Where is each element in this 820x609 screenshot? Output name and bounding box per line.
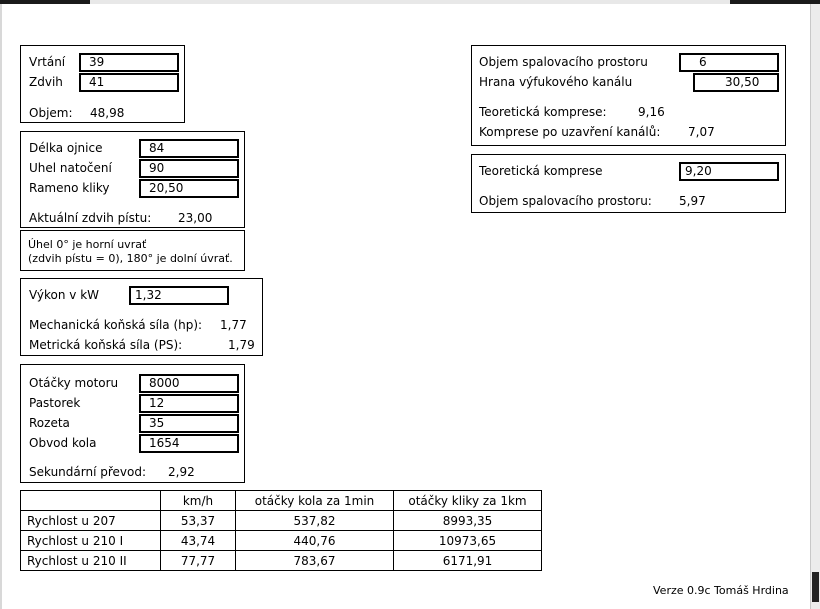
inverse-compression-panel (471, 154, 786, 213)
window-top-edge (0, 0, 820, 4)
table-cell: 783,67 (236, 551, 394, 571)
angle-note-line1: Úhel 0° je horní uvrať (28, 238, 147, 251)
rpm-input[interactable]: 8000 (139, 374, 239, 393)
angle-label: Uhel natočení (29, 161, 112, 175)
required-chamber-label: Objem spalovacího prostoru: (479, 194, 652, 208)
bore-stroke-panel (20, 45, 185, 123)
theoretical-compression-label: Teoretická komprese: (479, 105, 607, 119)
crank-arm-input[interactable]: 20,50 (139, 179, 239, 198)
rod-length-label: Délka ojnice (29, 141, 103, 155)
bore-input[interactable]: 39 (79, 53, 179, 72)
pinion-label: Pastorek (29, 396, 81, 410)
exhaust-port-input[interactable]: 30,50 (693, 73, 779, 92)
rpm-label: Otáčky motoru (29, 376, 119, 390)
hp-value: 1,77 (220, 318, 247, 332)
closed-ports-compression-value: 7,07 (688, 125, 715, 139)
table-cell: 53,37 (161, 511, 236, 531)
compression-panel (471, 45, 786, 146)
power-label: Výkon v kW (29, 288, 100, 302)
volume-label: Objem: (29, 106, 73, 120)
table-cell: Rychlost u 210 I (21, 531, 161, 551)
table-cell: 10973,65 (394, 531, 542, 551)
hp-label: Mechanická koňská síla (hp): (29, 318, 203, 332)
wheel-label: Obvod kola (29, 436, 97, 450)
version-label: Verze 0.9c Tomáš Hrdina (653, 584, 789, 597)
bore-label: Vrtání (29, 55, 66, 69)
stroke-input[interactable]: 41 (79, 73, 179, 92)
table-cell: 537,82 (236, 511, 394, 531)
table-cell: 440,76 (236, 531, 394, 551)
ratio-value: 2,92 (168, 465, 195, 479)
ps-value: 1,79 (228, 338, 255, 352)
pinion-input[interactable]: 12 (139, 394, 239, 413)
table-header-row (21, 491, 542, 511)
ratio-label: Sekundární převod: (29, 465, 147, 479)
window-top-edge-left (0, 0, 90, 4)
table-cell: 77,77 (161, 551, 236, 571)
connecting-rod-panel (20, 131, 245, 228)
window-left-edge (0, 4, 2, 609)
table-cell: 43,74 (161, 531, 236, 551)
ps-label: Metrická koňská síla (PS): (29, 338, 183, 352)
target-compression-input[interactable]: 9,20 (679, 162, 779, 181)
scrollbar-thumb[interactable] (812, 572, 819, 602)
target-compression-label: Teoretická komprese (479, 164, 603, 178)
current-stroke-label: Aktuální zdvih pístu: (29, 211, 152, 225)
table-header-cell: otáčky kola za 1min (236, 491, 394, 511)
vertical-scrollbar[interactable] (810, 4, 820, 609)
wheel-input[interactable]: 1654 (139, 434, 239, 453)
stroke-label: Zdvih (29, 75, 63, 89)
table-header-cell: km/h (161, 491, 236, 511)
gearing-panel (20, 364, 245, 483)
window-top-edge-right (730, 0, 820, 4)
sprocket-input[interactable]: 35 (139, 414, 239, 433)
chamber-volume-label: Objem spalovacího prostoru (479, 55, 648, 69)
chamber-volume-input[interactable]: 6 (679, 53, 779, 72)
rod-length-input[interactable]: 84 (139, 139, 239, 158)
table-cell: Rychlost u 210 II (21, 551, 161, 571)
sprocket-label: Rozeta (29, 416, 70, 430)
table-header-cell: otáčky kliky za 1km (394, 491, 542, 511)
table-cell: 6171,91 (394, 551, 542, 571)
crank-arm-label: Rameno kliky (29, 181, 110, 195)
table-row (21, 531, 542, 551)
table-cell: 8993,35 (394, 511, 542, 531)
power-input[interactable]: 1,32 (129, 286, 229, 305)
table-cell: Rychlost u 207 (21, 511, 161, 531)
table-row (21, 551, 542, 571)
volume-value: 48,98 (90, 106, 125, 120)
angle-note-line2: (zdvih pístu = 0), 180° je dolní úvrať. (28, 252, 233, 265)
table-row (21, 511, 542, 531)
exhaust-port-label: Hrana výfukového kanálu (479, 75, 633, 89)
speed-table (20, 490, 542, 571)
theoretical-compression-value: 9,16 (638, 105, 665, 119)
angle-input[interactable]: 90 (139, 159, 239, 178)
table-header-cell (21, 491, 161, 511)
angle-note-panel (20, 230, 245, 271)
required-chamber-value: 5,97 (679, 194, 706, 208)
closed-ports-compression-label: Komprese po uzavření kanálů: (479, 125, 661, 139)
power-panel (20, 278, 263, 356)
current-stroke-value: 23,00 (178, 211, 213, 225)
